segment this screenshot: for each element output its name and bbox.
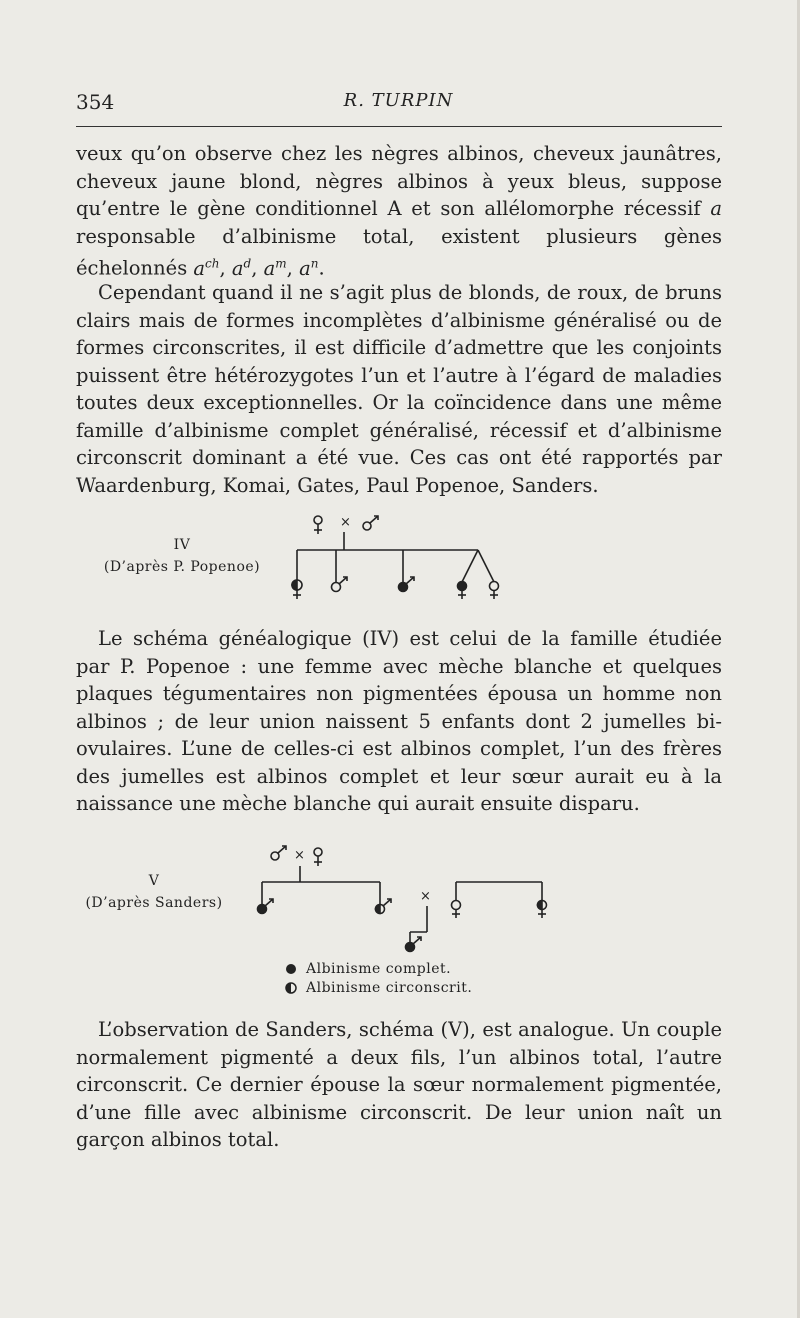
daughter-circumscribed-v: [538, 901, 547, 919]
daughter-circumscribed: [292, 580, 302, 599]
father-symbol-v: [271, 846, 286, 860]
mother-symbol-v: [314, 848, 322, 866]
sister-normal-v: [452, 901, 461, 919]
legend-complete: Albinisme complet.: [284, 961, 472, 977]
legend-circumscribed: Albinisme circonscrit.: [284, 980, 472, 996]
figure-iv-numeral: IV: [173, 537, 191, 553]
running-title: R. TURPIN: [343, 90, 454, 111]
cross-symbol: ×: [340, 515, 351, 530]
grandson-complete-albino-v: [406, 937, 422, 952]
father-symbol: [363, 516, 378, 530]
gene-symbol-ad: $a^d$: [231, 256, 252, 280]
legend: [284, 961, 472, 996]
gene-symbol-am: $a^m$: [263, 256, 287, 280]
page-header: [76, 90, 721, 120]
figure-v-numeral: V: [148, 873, 160, 889]
son-complete-albino-v: [258, 899, 274, 914]
twin-normal: [490, 582, 499, 600]
gene-symbol-a: a: [710, 197, 722, 220]
son-circumscribed-v: [376, 899, 392, 914]
cross-symbol-v1: ×: [294, 848, 305, 863]
figure-iv-caption: [92, 537, 272, 575]
page-number: 354: [76, 90, 115, 114]
gene-symbol-an: $a^n$: [299, 256, 319, 280]
figure-v-caption: [74, 873, 234, 911]
paragraph-2: Cependant quand il ne s’agit plus de blonds, de roux, de bruns clairs mais de formes incomplètes d’albinisme généralisé ou de formes circonscrites, il est difficile d’admettre que les conjoints puissent être hétérozygotes l’un et l’autre à l’égard de maladies toutes deux exceptionnelles. Or la coïncidence dans une même famille d’albinisme complet généralisé, récessif et d’albinisme circonscrit dominant a été vue. Ces cas ont été rapportés par Waardenburg, Komai, Gates, Paul Popenoe, Sanders.: [76, 281, 722, 497]
filled-circle-icon: [284, 962, 300, 976]
mother-symbol: [314, 516, 322, 534]
figure-iv-source: (D’après P. Popenoe): [103, 559, 261, 575]
gene-symbol-ach: $a^{ch}$: [193, 256, 220, 280]
twin-complete-albino: [458, 582, 467, 600]
header-rule: [76, 126, 722, 127]
pedigree-iv: [280, 510, 520, 610]
son-normal: [332, 577, 348, 592]
pedigree-v: [250, 838, 560, 958]
paragraph-1: veux qu’on observe chez les nègres albinos, cheveux jaunâtres, cheveux jaune blond, nègres albinos à yeux bleus, suppose qu’entre le gène conditionnel A et son allélomorphe récessif a responsable d’albinisme total, existent plusieurs gènes échelonnés $a^{ch}$, $a^d$, $a^m$, $a^n$.: [76, 142, 722, 280]
figure-v-source: (D’après Sanders): [85, 895, 223, 911]
paragraph-4: L’observation de Sanders, schéma (V), est analogue. Un couple normalement pigmenté a deux fils, l’un albinos total, l’autre circonscrit. Ce dernier épouse la sœur normalement pigmentée, d’une fille avec albinisme circonscrit. De leur union naît un garçon albinos total.: [76, 1018, 722, 1151]
paragraph-3: Le schéma généalogique (IV) est celui de la famille étudiée par P. Popenoe : une femme avec mèche blanche et quelques plaques tégumentaires non pigmentées épousa un homme non albinos ; de leur union naissent 5 enfants dont 2 jumelles bi-ovulaires. L’une de celles-ci est albinos complet, l’un des frères des jumelles est albinos complet et leur sœur aurait eu à la naissance une mèche blanche qui aurait ensuite disparu.: [76, 627, 722, 815]
son-complete-albino: [399, 577, 415, 592]
half-filled-circle-icon: [284, 981, 300, 995]
cross-symbol-v2: ×: [420, 889, 431, 904]
